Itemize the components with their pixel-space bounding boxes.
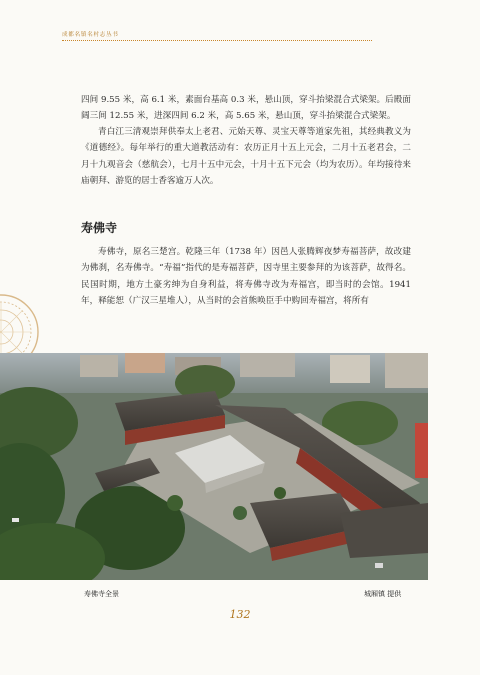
temple-aerial-photo [0,353,428,580]
photo-credit: 城厢镇 提供 [364,590,402,598]
page-number: 132 [229,608,251,621]
series-header: 成都名镇名村志丛书 [62,32,119,38]
body-paragraph-2: 青白江三清观崇拜供奉太上老君、元始天尊、灵宝天尊等道家先祖，其经典教义为《道德经》。每年举行的重大道教活动有：农历正月十五上元会，二月十五老君会，二月十九观音会（慈航会），七月十五中元会，十月十五下元会（均为农历）。年均接待来庙朝拜、游览的居士香客逾万人次。 [81,127,411,186]
body-paragraph-1: 四间 9.55 米，高 6.1 米，素面台基高 0.3 米，悬山顶，穿斗抬梁混合式梁架。后殿面阔三间 12.55 米，进深四间 6.2 米，高 5.65 米，悬山顶，穿斗抬梁混合式梁架。 [81,95,411,122]
body-paragraph-3: 寿佛寺，原名三楚宫。乾隆三年（1738 年）因邑人张腾辉夜梦寿福菩萨，故改建为佛刹，名寿佛寺。“寿福”指代的是寿福菩萨，因寺里主要参拜的为该菩萨，故得名。民国时期，地方土豪劣绅为自身利益，将寿佛寺改为寿福宫，即当时的会馆。1941 年，释能恕（广汉三星堆人），从当时的会首熊唤臣手中购回寿福宫，将所有 [81,247,411,306]
header-divider [62,40,372,41]
photo-caption: 寿佛寺全景 [84,590,119,598]
section-title: 寿佛寺 [81,221,118,235]
